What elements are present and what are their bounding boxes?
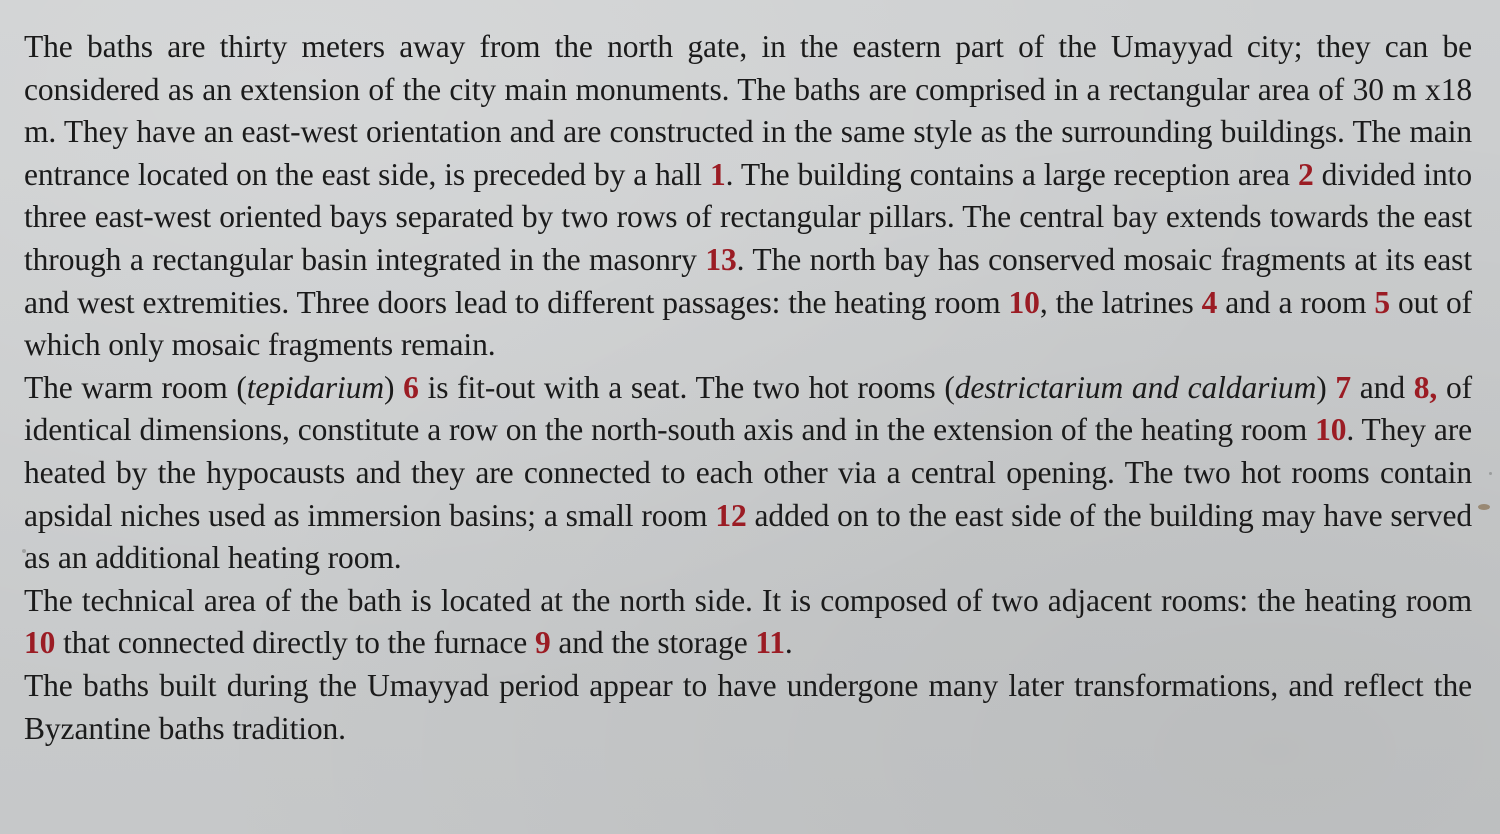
room-number-label: 5: [1374, 284, 1391, 320]
text-run: The baths are thirty meters away from the north gate, in the eastern part of the Umayyad city; they can be considered as an extension of the city main monuments. The baths are comprised in a rectangular area of 30 m x18 m. They have an east-west orientation and are constructed in the same style as the surrounding buildings. The main entrance located on the east side, is preceded by a hall: [24, 29, 1472, 192]
text-run: divided into three east-west oriented bays separated by two rows of rectangular pillars. The central bay extends towards the east through a rectangular basin integrated in the masonry: [24, 156, 1472, 277]
room-number-label: 10: [1008, 284, 1040, 320]
room-number-label: 9: [534, 625, 551, 661]
text-run: The baths built during the Umayyad period appear to have undergone many later transformations, and reflect the Byzantine baths tradition.: [24, 667, 1472, 746]
latin-term: tepidarium: [246, 369, 384, 405]
room-number-label: 10: [1315, 412, 1347, 448]
room-number-label: 1: [709, 156, 726, 192]
text-run: that connected directly to the furnace: [55, 625, 535, 661]
paragraph-hot-rooms: [24, 367, 1472, 580]
room-number-label: 6: [403, 369, 419, 405]
room-number-label: 12: [715, 497, 747, 533]
text-run: and a room: [1217, 284, 1375, 320]
text-run: The warm room (: [24, 369, 247, 405]
text-run: ): [1316, 369, 1336, 405]
text-run: . The building contains a large reception area: [725, 156, 1298, 192]
text-run: and the storage: [550, 625, 756, 661]
text-run: is fit-out with a seat. The two hot rooms (: [418, 369, 955, 405]
paragraph-conclusion: [24, 665, 1472, 750]
room-number-label: 2: [1297, 156, 1314, 192]
room-number-label: 11: [755, 625, 785, 661]
text-run: The technical area of the bath is located at the north side. It is composed of two adjacent rooms: the heating room: [24, 582, 1472, 618]
text-run: , the latrines: [1039, 284, 1202, 320]
text-run: . They are heated by the hypocausts and they are connected to each other via a central opening. The two hot rooms contain apsidal niches used as immersion basins; a small room: [24, 412, 1473, 533]
room-number-label: 4: [1201, 284, 1218, 320]
text-run: of identical dimensions, constitute a row on the north-south axis and in the extension of the heating room: [24, 369, 1472, 448]
text-run: and: [1351, 369, 1414, 405]
paragraph-technical-area: [24, 580, 1472, 665]
text-run: added on to the east side of the building may have served as an additional heating room.: [24, 497, 1473, 576]
text-run: out of which only mosaic fragments remain.: [24, 284, 1473, 363]
surface-speck: [1489, 472, 1492, 475]
surface-speck: [22, 549, 26, 553]
paragraph-overview: [24, 26, 1472, 367]
room-number-label: 10: [24, 625, 56, 661]
text-run: ): [384, 369, 404, 405]
room-number-label: 8,: [1413, 369, 1438, 405]
surface-speck: [1478, 504, 1490, 510]
latin-term: destrictarium and caldarium: [954, 369, 1317, 405]
text-run: .: [784, 625, 793, 661]
text-run: . The north bay has conserved mosaic fragments at its east and west extremities. Three doors lead to different passages: the heating room: [24, 241, 1472, 320]
information-panel: [24, 26, 1472, 750]
room-number-label: 7: [1335, 369, 1352, 405]
room-number-label: 13: [705, 241, 737, 277]
